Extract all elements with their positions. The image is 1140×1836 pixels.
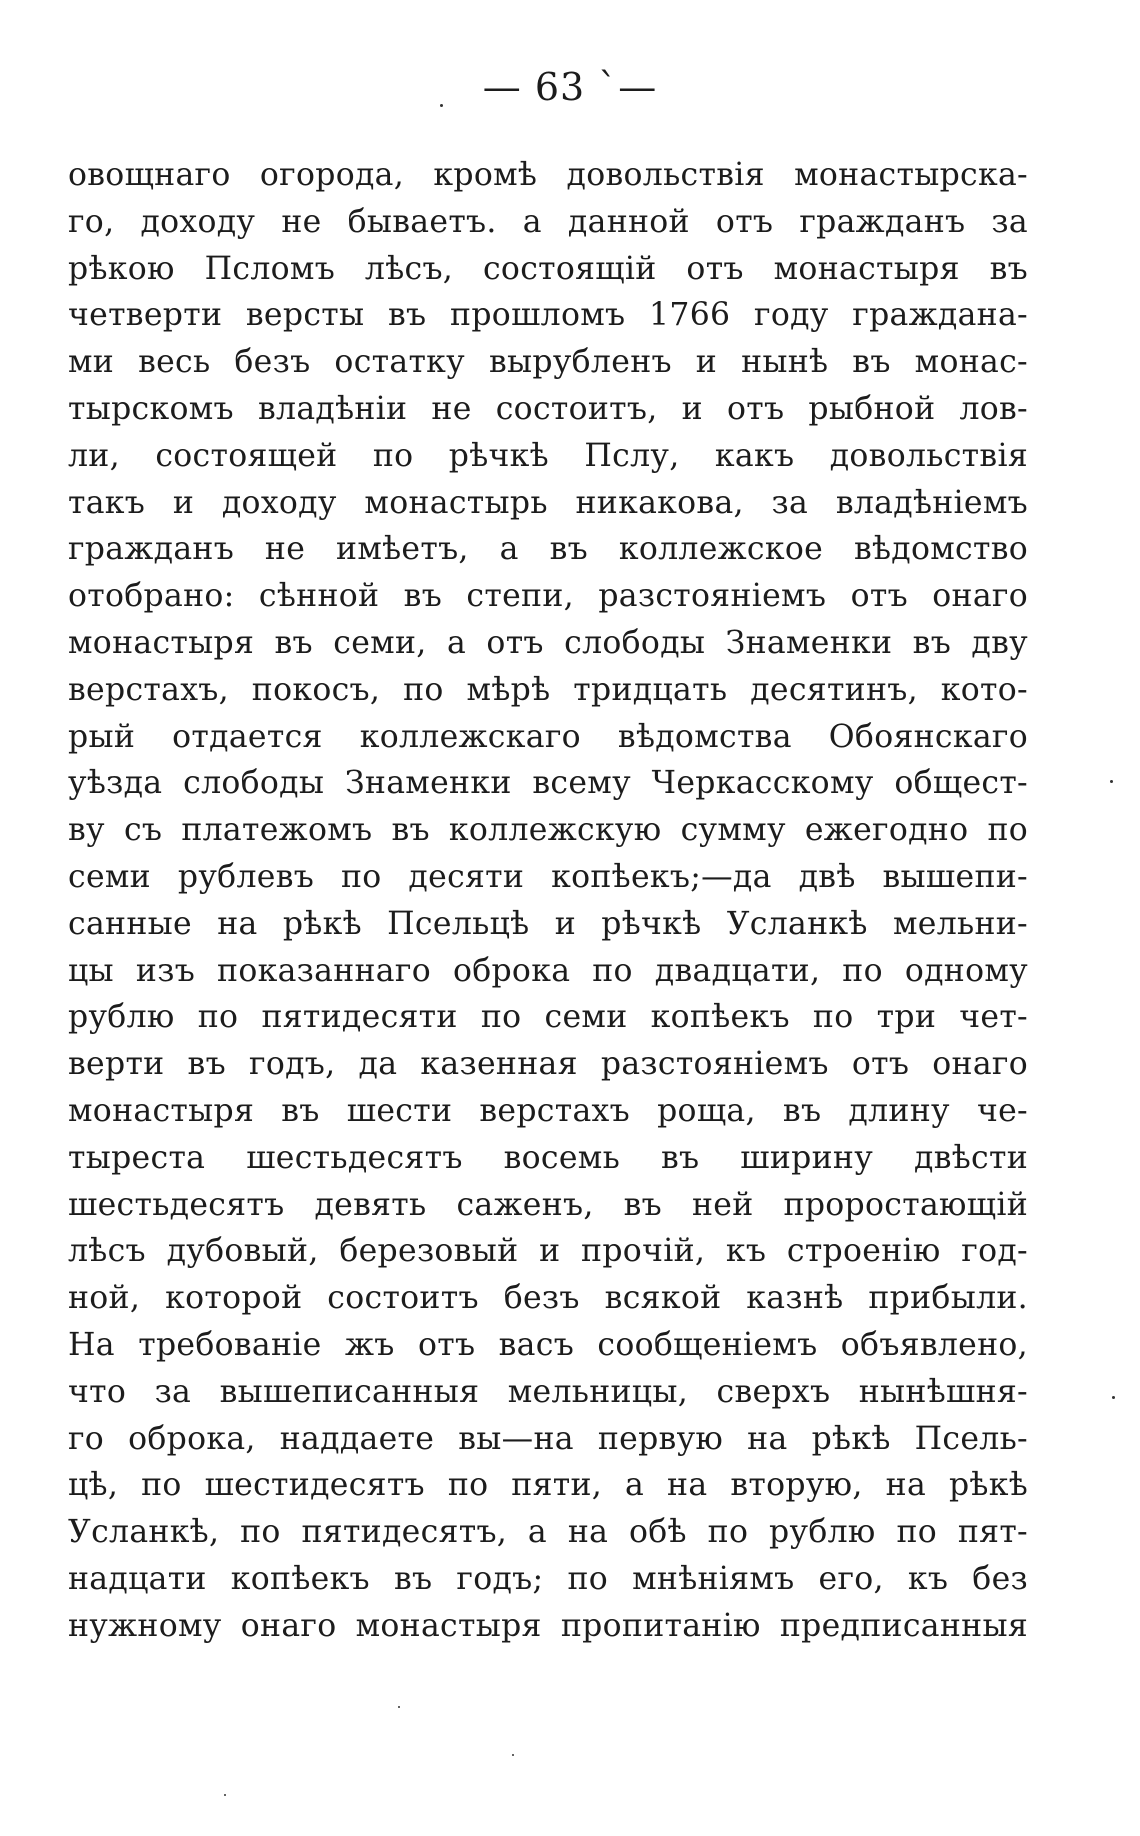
text-line: что за вышеписанныя мельницы, сверхъ нынѣшня- bbox=[68, 1373, 1028, 1410]
scan-speck bbox=[1112, 1396, 1115, 1399]
text-line: монастыря въ семи, а отъ слободы Знаменки въ дву bbox=[68, 624, 1028, 661]
page-number: — 63 `— bbox=[482, 65, 658, 109]
scan-speck bbox=[1110, 780, 1113, 783]
scan-speck bbox=[512, 1754, 514, 1756]
text-line: надцати копѣекъ въ годъ; по мнѣніямъ его, къ без bbox=[68, 1560, 1028, 1597]
text-line: го, доходу не бываетъ. а данной отъ гражданъ за bbox=[68, 203, 1028, 240]
text-line: верстахъ, покосъ, по мѣрѣ тридцать десятинъ, кото- bbox=[68, 671, 1028, 708]
scan-speck bbox=[224, 1794, 226, 1796]
text-line: нужному онаго монастыря пропитанію предписанныя bbox=[68, 1607, 1028, 1644]
text-line: ной, которой состоитъ безъ всякой казнѣ прибыли. bbox=[68, 1280, 1028, 1317]
text-line: лѣсъ дубовый, березовый и прочій, къ строенію год- bbox=[68, 1233, 1028, 1270]
text-line: рублю по пятидесяти по семи копѣекъ по три чет- bbox=[68, 999, 1028, 1036]
text-line: ми весь безъ остатку вырубленъ и нынѣ въ монас- bbox=[68, 344, 1028, 381]
text-line: рѣкою Псломъ лѣсъ, состоящій отъ монастыря въ bbox=[68, 250, 1028, 287]
text-line: санные на рѣкѣ Псельцѣ и рѣчкѣ Усланкѣ мельни- bbox=[68, 905, 1028, 942]
text-line: го оброка, наддаете вы—на первую на рѣкѣ Псель- bbox=[68, 1420, 1028, 1457]
text-line: тыреста шестьдесятъ восемь въ ширину двѣсти bbox=[68, 1139, 1028, 1176]
body-text bbox=[68, 152, 1028, 1650]
text-line: овощнаго огорода, кромѣ довольствія монастырска- bbox=[68, 157, 1028, 193]
text-line: семи рублевъ по десяти копѣекъ;—да двѣ вышепи- bbox=[68, 858, 1028, 895]
text-line: шестьдесятъ девять саженъ, въ ней проростающій bbox=[68, 1186, 1028, 1223]
scan-speck bbox=[440, 104, 443, 107]
text-line: отобрано: сѣнной въ степи, разстояніемъ отъ онаго bbox=[68, 578, 1028, 615]
text-line: монастыря въ шести верстахъ роща, въ длину че- bbox=[68, 1092, 1028, 1129]
text-line: На требованіе жъ отъ васъ сообщеніемъ объявлено, bbox=[68, 1326, 1028, 1363]
text-line: такъ и доходу монастырь никакова, за владѣніемъ bbox=[68, 484, 1028, 521]
text-line: цы изъ показаннаго оброка по двадцати, по одному bbox=[68, 952, 1028, 989]
text-line: тырскомъ владѣніи не состоитъ, и отъ рыбной лов- bbox=[68, 390, 1028, 427]
text-line: четверти версты въ прошломъ 1766 году граждана- bbox=[68, 297, 1028, 334]
text-line: ву съ платежомъ въ коллежскую сумму ежегодно по bbox=[68, 812, 1028, 849]
text-line: рый отдается коллежскаго вѣдомства Обоянскаго bbox=[68, 718, 1028, 755]
text-line: гражданъ не имѣетъ, а въ коллежское вѣдомство bbox=[68, 531, 1028, 568]
scan-speck bbox=[398, 1706, 400, 1708]
text-line: верти въ годъ, да казенная разстояніемъ отъ онаго bbox=[68, 1046, 1028, 1083]
text-line: ли, состоящей по рѣчкѣ Пслу, какъ довольствія bbox=[68, 437, 1028, 474]
text-line: уѣзда слободы Знаменки всему Черкасскому общест- bbox=[68, 765, 1028, 802]
text-line: Усланкѣ, по пятидесятъ, а на обѣ по рублю по пят- bbox=[68, 1514, 1028, 1551]
text-line: цѣ, по шестидесятъ по пяти, а на вторую, на рѣкѣ bbox=[68, 1467, 1028, 1504]
